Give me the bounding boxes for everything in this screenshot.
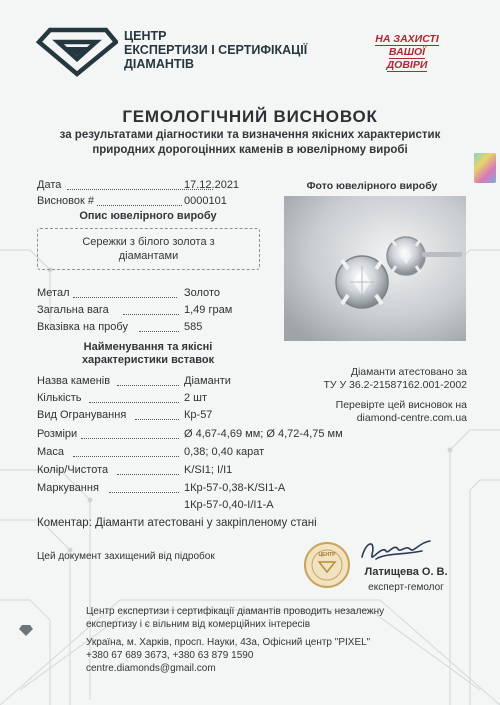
dotted-leader (135, 409, 179, 420)
dotted-leader (123, 304, 179, 315)
dotted-leader (139, 321, 179, 332)
stone-prop-row (37, 392, 208, 405)
date-value: 17.12.2021 (184, 179, 240, 191)
stone-prop-label: Маркування (37, 482, 99, 494)
subtitle-line: за результатами діагностики та визначення якісних характеристик (59, 129, 441, 141)
item-prop-row (37, 287, 220, 300)
stones-section-line: Найменування та якісні (83, 341, 213, 353)
photo-title: Фото ювелірного виробу (306, 180, 438, 192)
item-description-line: Сережки з білого золота з (82, 236, 215, 248)
stone-prop-label: Розміри (37, 428, 78, 440)
stone-prop-value: Ø 4,67-4,69 мм; Ø 4,72-4,75 мм (184, 428, 343, 440)
seal-text: ЦЕНТР (318, 552, 336, 558)
item-prop-row (37, 321, 203, 334)
footer-line: Центр експертизи і сертифікації діамантів проводить незалежну (86, 606, 385, 617)
subtitle-line: природних дорогоцінних каменів в ювелірному виробі (92, 144, 408, 156)
dotted-leader (73, 446, 179, 457)
number-label: Висновок # (37, 195, 94, 207)
stone-prop-value: Діаманти (184, 375, 231, 387)
brand-line: ДІАМАНТІВ (124, 57, 195, 71)
footer-line: експертизу і є вільним від комерційних інтересів (86, 619, 311, 630)
hologram-sticker (474, 153, 496, 183)
certified-note (323, 366, 467, 392)
stone-prop-value: 1Кр-57-0,38-K/SI1-A (184, 482, 286, 494)
stamp-line: ДОВІРИ (386, 59, 428, 71)
dotted-leader (117, 375, 179, 386)
dotted-leader (117, 464, 179, 475)
number-row (37, 195, 259, 208)
item-prop-value: 585 (184, 321, 203, 333)
footer-phones[interactable]: +380 67 689 3673, +380 63 879 1590 (86, 650, 254, 661)
dotted-leader (109, 482, 179, 493)
earrings-photo (284, 196, 466, 341)
certified-line: ТУ У 36.2-21587162.001-2002 (323, 379, 467, 391)
number-value: 0000101 (184, 195, 227, 207)
stones-section-title (37, 341, 259, 367)
dotted-leader (81, 428, 179, 439)
certified-line: Діаманти атестовано за (350, 366, 467, 378)
stone-prop-label: Маса (37, 446, 65, 458)
stone-prop-row (37, 446, 265, 459)
date-row (37, 179, 259, 192)
stone-prop-label: Колір/Чистота (37, 464, 109, 476)
stone-prop-value: K/SI1; I/I1 (184, 464, 233, 476)
marking-second: 1Кр-57-0,40-I/I1-A (184, 499, 274, 511)
stone-prop-row (37, 409, 213, 422)
item-prop-value: Золото (184, 287, 220, 299)
dotted-leader (97, 195, 182, 206)
expert-role: експерт-гемолог (368, 582, 444, 593)
expert-name: Латищева О. В. (364, 566, 448, 578)
verify-line: Перевірте цей висновок на (335, 399, 467, 411)
dotted-leader (89, 392, 179, 403)
stone-prop-label: Вид Огранування (37, 409, 127, 421)
stones-section-line: характеристики вставок (81, 354, 215, 366)
stamp-line: ВАШОЇ (388, 46, 426, 58)
item-description-box (37, 228, 260, 270)
stone-prop-row (37, 464, 233, 477)
dotted-leader (73, 287, 177, 298)
diamond-logo-icon (36, 25, 118, 77)
signature-icon (352, 535, 434, 567)
stone-prop-row (37, 482, 286, 495)
item-description-line: діамантами (118, 250, 179, 262)
brand-name (124, 29, 307, 71)
item-prop-row (37, 304, 233, 317)
seal-icon (303, 541, 351, 589)
stone-prop-value: 2 шт (184, 392, 208, 404)
item-prop-value: 1,49 грам (184, 304, 233, 316)
brand-line: ЕКСПЕРТИЗИ І СЕРТИФІКАЦІЇ (124, 43, 308, 57)
comment: Коментар: Діаманти атестовані у закріпленому стані (37, 517, 317, 529)
stone-prop-value: Кр-57 (184, 409, 213, 421)
item-prop-label: Загальна вага (37, 304, 109, 316)
date-label: Дата (37, 179, 62, 191)
stone-prop-value: 0,38; 0,40 карат (184, 446, 265, 458)
item-prop-label: Вказівка на пробу (37, 321, 128, 333)
item-prop-label: Метал (37, 287, 70, 299)
slogan-stamp (360, 33, 454, 72)
stone-prop-row (37, 375, 231, 388)
verify-note (336, 399, 467, 425)
diamond-icon (18, 622, 34, 638)
verify-link[interactable]: diamond-centre.com.ua (356, 412, 467, 424)
footer-address: Україна, м. Харків, просп. Науки, 43а, Офісний центр "PIXEL" (86, 637, 371, 648)
item-section-title: Опис ювелірного виробу (79, 210, 217, 222)
stamp-line: НА ЗАХИСТІ (375, 33, 439, 45)
document-title: ГЕМОЛОГІЧНИЙ ВИСНОВОК (122, 107, 378, 126)
brand-line: ЦЕНТР (124, 29, 167, 43)
stone-prop-label: Назва каменів (37, 375, 111, 387)
stone-prop-label: Кількість (37, 392, 82, 404)
protect-note: Цей документ захищений від підробок (37, 551, 215, 562)
stone-prop-row (37, 428, 343, 441)
document-subtitle (30, 128, 470, 158)
footer-email[interactable]: centre.diamonds@gmail.com (86, 663, 216, 674)
